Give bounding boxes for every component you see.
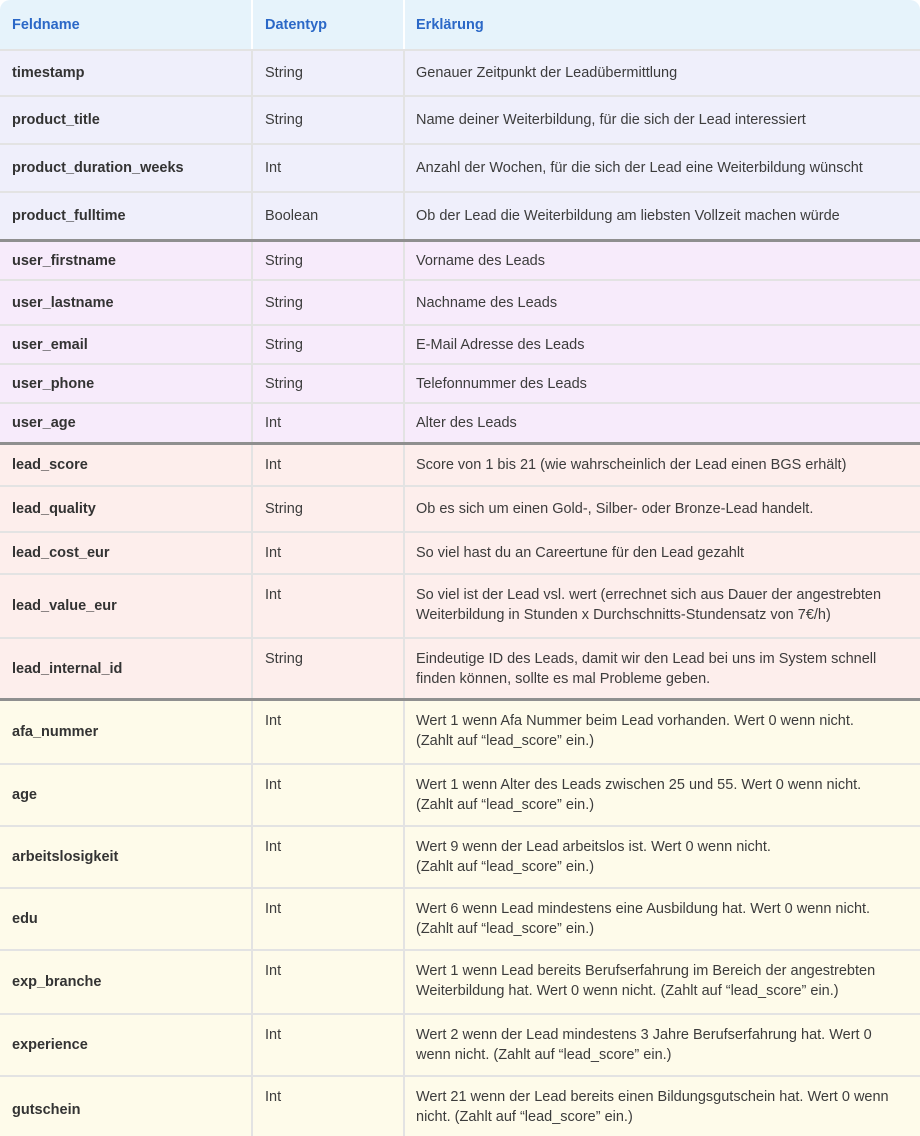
field-description: So viel ist der Lead vsl. wert (errechnet sich aus Dauer der angestrebten Weiterbildung in Stunden x Durchschnitts-Stundensatz von 7€/h) — [416, 587, 882, 623]
field-name: timestamp — [0, 51, 253, 95]
field-type: Int — [253, 701, 405, 763]
table-row — [0, 827, 920, 889]
field-type: String — [253, 242, 405, 279]
field-name: user_phone — [0, 365, 253, 402]
table-row — [0, 639, 920, 701]
table-row — [0, 242, 920, 281]
field-type: Int — [253, 1015, 405, 1075]
table-row — [0, 487, 920, 533]
table-row — [0, 404, 920, 445]
field-name: afa_nummer — [0, 701, 253, 763]
field-description: Nachname des Leads — [416, 294, 558, 311]
field-description: Wert 1 wenn Lead bereits Berufserfahrung im Bereich der angestrebten Weiterbildung hat. Wert 0 wenn nicht. (Zahlt auf “lead_score” ein.) — [416, 963, 876, 999]
field-description — [405, 701, 920, 763]
field-description — [405, 765, 920, 825]
table-row — [0, 1015, 920, 1077]
field-type: Int — [253, 889, 405, 949]
table-row — [0, 365, 920, 404]
table-row — [0, 281, 920, 326]
field-name: user_lastname — [0, 281, 253, 324]
table-row — [0, 51, 920, 97]
table-row — [0, 701, 920, 765]
field-name: exp_branche — [0, 951, 253, 1013]
field-description: Eindeutige ID des Leads, damit wir den Lead bei uns im System schnell finden können, sollte es mal Probleme geben. — [416, 651, 877, 687]
table-row — [0, 951, 920, 1015]
field-type: Boolean — [253, 193, 405, 239]
field-name: edu — [0, 889, 253, 949]
description-note: (Zahlt auf “lead_score” ein.) — [416, 921, 595, 937]
table-row — [0, 765, 920, 827]
table-row — [0, 533, 920, 575]
field-type: String — [253, 487, 405, 531]
field-name: user_age — [0, 404, 253, 442]
field-type: String — [253, 51, 405, 95]
field-type: String — [253, 281, 405, 324]
field-description: Name deiner Weiterbildung, für die sich der Lead interessiert — [416, 112, 806, 128]
field-name: experience — [0, 1015, 253, 1075]
table-row — [0, 1077, 920, 1136]
field-name: age — [0, 765, 253, 825]
field-name: product_title — [0, 97, 253, 143]
description-line: Wert 9 wenn der Lead arbeitslos ist. Wert 0 wenn nicht. — [416, 839, 771, 855]
field-name: lead_score — [0, 445, 253, 485]
field-description: E-Mail Adresse des Leads — [416, 336, 585, 353]
field-description: Alter des Leads — [416, 415, 517, 431]
field-type: Int — [253, 145, 405, 191]
field-type: Int — [253, 827, 405, 887]
field-type: String — [253, 639, 405, 698]
table-row — [0, 145, 920, 193]
field-name: lead_internal_id — [0, 639, 253, 698]
description-line: Wert 1 wenn Alter des Leads zwischen 25 und 55. Wert 0 wenn nicht. — [416, 777, 862, 793]
field-type: Int — [253, 404, 405, 442]
field-description: Telefonnummer des Leads — [416, 375, 587, 392]
table-row — [0, 889, 920, 951]
field-name: user_email — [0, 326, 253, 363]
field-description: So viel hast du an Careertune für den Lead gezahlt — [416, 545, 745, 561]
description-note: (Zahlt auf “lead_score” ein.) — [416, 797, 595, 813]
field-type: String — [253, 97, 405, 143]
field-description: Genauer Zeitpunkt der Leadübermittlung — [416, 65, 678, 81]
field-name: product_fulltime — [0, 193, 253, 239]
table-row — [0, 445, 920, 487]
field-description — [405, 889, 920, 949]
field-description: Wert 2 wenn der Lead mindestens 3 Jahre Berufserfahrung hat. Wert 0 wenn nicht. (Zahlt auf “lead_score” ein.) — [416, 1027, 872, 1063]
field-type: Int — [253, 765, 405, 825]
field-type: Int — [253, 575, 405, 637]
field-type: Int — [253, 951, 405, 1013]
description-note: (Zahlt auf “lead_score” ein.) — [416, 859, 595, 875]
field-description: Ob es sich um einen Gold-, Silber- oder Bronze-Lead handelt. — [416, 501, 814, 517]
table-header — [0, 0, 920, 51]
header-datentyp: Datentyp — [253, 0, 405, 49]
table-row — [0, 326, 920, 365]
field-name: lead_quality — [0, 487, 253, 531]
description-line: Wert 6 wenn Lead mindestens eine Ausbildung hat. Wert 0 wenn nicht. — [416, 901, 871, 917]
field-type: String — [253, 365, 405, 402]
table-row — [0, 193, 920, 242]
field-name: user_firstname — [0, 242, 253, 279]
header-feldname: Feldname — [0, 0, 253, 49]
field-name: lead_cost_eur — [0, 533, 253, 573]
field-description: Ob der Lead die Weiterbildung am liebsten Vollzeit machen würde — [416, 208, 840, 224]
field-type: Int — [253, 533, 405, 573]
description-note: (Zahlt auf “lead_score” ein.) — [416, 733, 595, 749]
field-description: Anzahl der Wochen, für die sich der Lead eine Weiterbildung wünscht — [416, 160, 863, 176]
field-description: Wert 21 wenn der Lead bereits einen Bildungsgutschein hat. Wert 0 wenn nicht. (Zahlt auf “lead_score” ein.) — [416, 1089, 889, 1125]
field-type: String — [253, 326, 405, 363]
field-type: Int — [253, 445, 405, 485]
field-name: product_duration_weeks — [0, 145, 253, 191]
field-description: Vorname des Leads — [416, 252, 545, 269]
table-row — [0, 575, 920, 639]
header-erklaerung: Erklärung — [416, 16, 484, 33]
field-name: arbeitslosigkeit — [0, 827, 253, 887]
field-name: lead_value_eur — [0, 575, 253, 637]
field-description: Score von 1 bis 21 (wie wahrscheinlich der Lead einen BGS erhält) — [416, 457, 847, 473]
field-name: gutschein — [0, 1077, 253, 1136]
description-line: Wert 1 wenn Afa Nummer beim Lead vorhanden. Wert 0 wenn nicht. — [416, 713, 854, 729]
field-description — [405, 827, 920, 887]
field-type: Int — [253, 1077, 405, 1136]
table-row — [0, 97, 920, 145]
